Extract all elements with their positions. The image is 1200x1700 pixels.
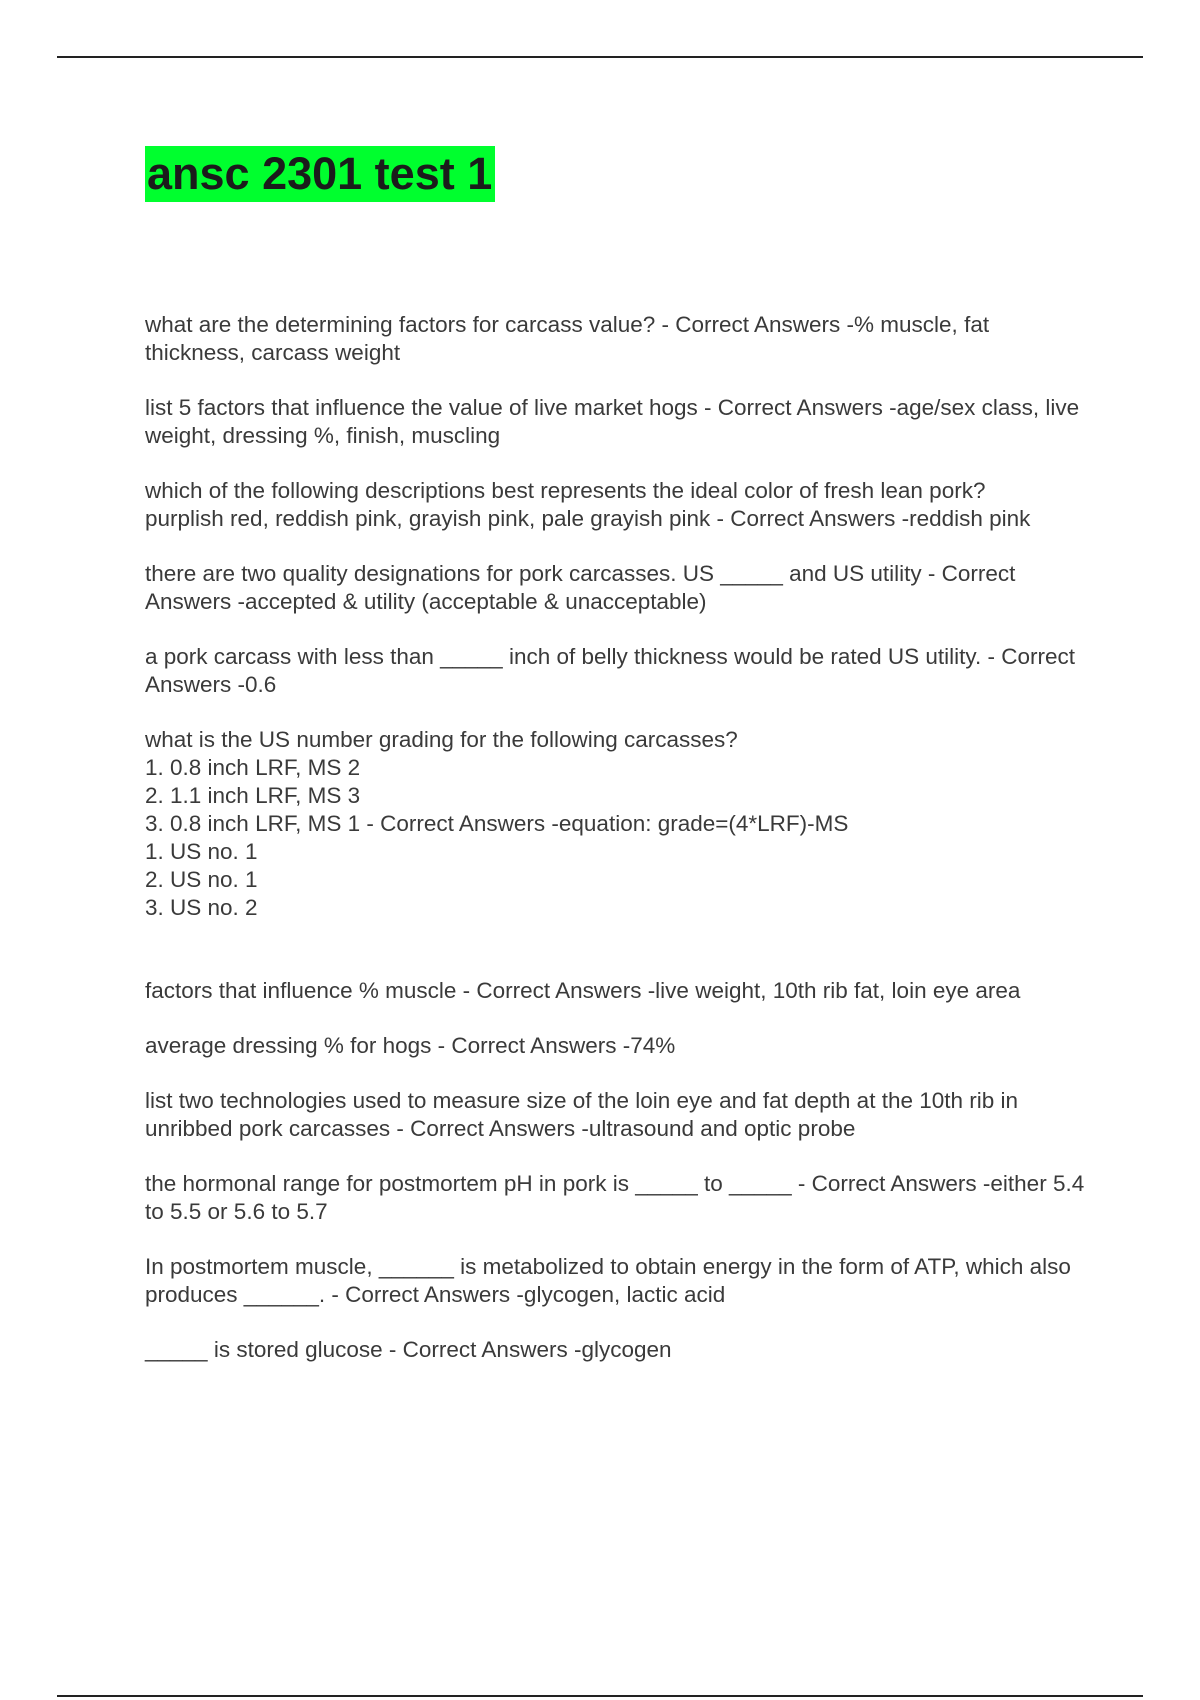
qa-entry: the hormonal range for postmortem pH in pork is _____ to _____ - Correct Answers -either 5.4 to 5.5 or 5.6 to 5.7 <box>145 1171 1091 1224</box>
top-rule <box>57 56 1143 58</box>
title-block <box>145 146 495 202</box>
qa-entry: what is the US number grading for the following carcasses? 1. 0.8 inch LRF, MS 2 2. 1.1 inch LRF, MS 3 3. 0.8 inch LRF, MS 1 - Correct Answers -equation: grade=(4*LRF)-MS 1. US no. 1 2. US no. 1 3. US no. 2 <box>145 727 849 920</box>
qa-entry: list two technologies used to measure size of the loin eye and fat depth at the 10th rib in unribbed pork carcasses - Correct Answers -ultrasound and optic probe <box>145 1088 1025 1141</box>
bottom-rule <box>57 1695 1143 1697</box>
qa-list <box>145 311 1091 1391</box>
page-title: ansc 2301 test 1 <box>145 146 495 202</box>
qa-entry: a pork carcass with less than _____ inch of belly thickness would be rated US utility. - Correct Answers -0.6 <box>145 644 1081 697</box>
qa-entry: list 5 factors that influence the value of live market hogs - Correct Answers -age/sex class, live weight, dressing %, finish, muscling <box>145 395 1086 448</box>
qa-entry: In postmortem muscle, ______ is metabolized to obtain energy in the form of ATP, which also produces ______. - Correct Answers -glycogen, lactic acid <box>145 1254 1078 1307</box>
qa-entry: _____ is stored glucose - Correct Answers -glycogen <box>145 1337 672 1362</box>
qa-entry: average dressing % for hogs - Correct Answers -74% <box>145 1033 676 1058</box>
qa-entry: what are the determining factors for carcass value? - Correct Answers -% muscle, fat thickness, carcass weight <box>145 312 996 365</box>
qa-entry: factors that influence % muscle - Correct Answers -live weight, 10th rib fat, loin eye area <box>145 978 1021 1003</box>
qa-entry: there are two quality designations for pork carcasses. US _____ and US utility - Correct Answers -accepted & utility (acceptable & unacceptable) <box>145 561 1021 614</box>
qa-entry: which of the following descriptions best represents the ideal color of fresh lean pork? purplish red, reddish pink, grayish pink, pale grayish pink - Correct Answers -reddish pink <box>145 478 1031 531</box>
